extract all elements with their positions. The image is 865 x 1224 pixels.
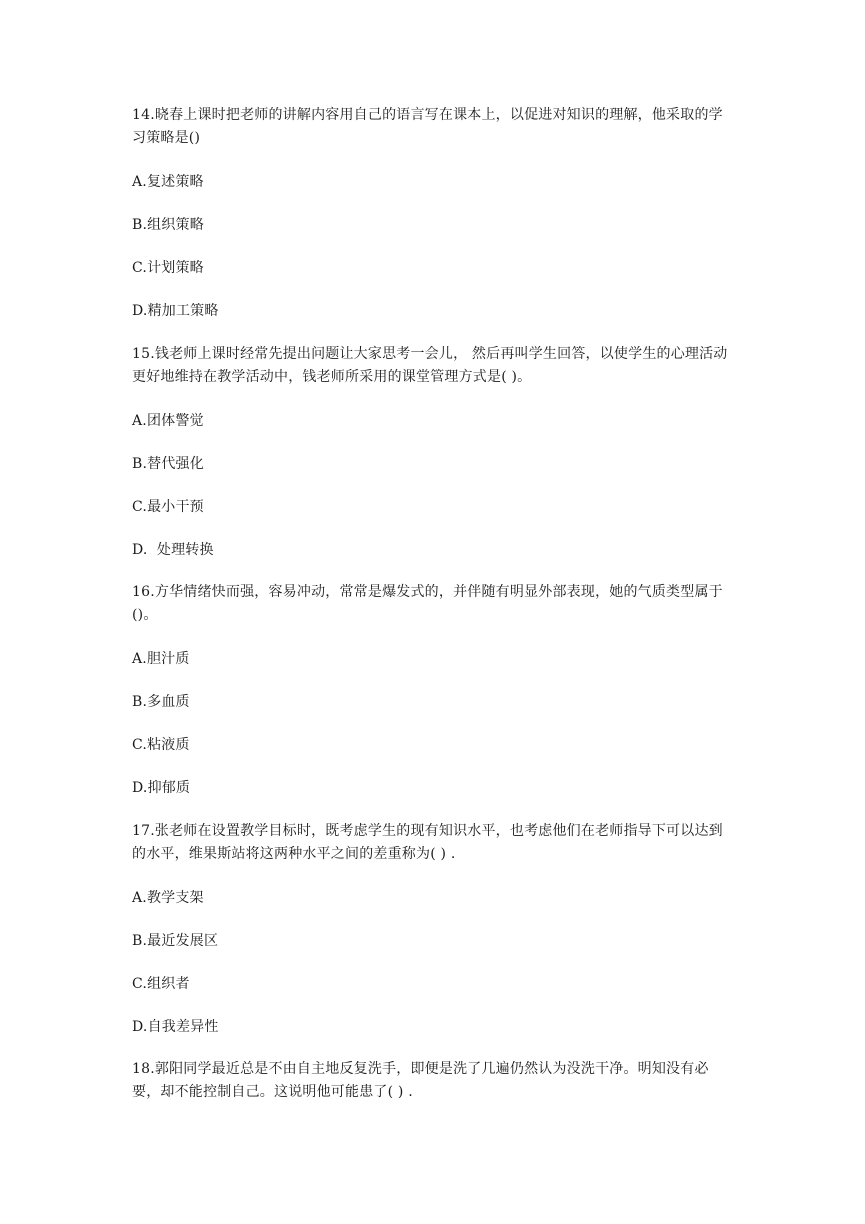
question-16-stem: 16.方华情绪快而强，容易冲动，常常是爆发式的，并伴随有明显外部表现，她的气质类型属于()。: [132, 584, 723, 623]
question-14-option-b: B.组织策略: [132, 217, 204, 233]
question-17-option-a: A.教学支架: [132, 890, 204, 906]
question-14-option-d: D.精加工策略: [132, 303, 219, 319]
question-16-option-d: D.抑郁质: [132, 780, 191, 796]
question-16-option-b: B.多血质: [132, 694, 190, 710]
question-14-option-a: A.复述策略: [132, 174, 204, 190]
question-15-option-a: A.团体警觉: [132, 413, 204, 429]
question-16-option-c: C.粘液质: [132, 737, 190, 753]
question-17-option-c: C.组织者: [132, 976, 190, 992]
question-14-stem: 14.晓春上课时把老师的讲解内容用自己的语言写在课本上，以促进对知识的理解，他采取的学习策略是(): [132, 107, 723, 146]
question-15-option-d: D. 处理转换: [132, 542, 214, 558]
question-15-option-b: B.替代强化: [132, 456, 204, 472]
question-14-option-c: C.计划策略: [132, 260, 204, 276]
question-17-option-b: B.最近发展区: [132, 933, 219, 949]
question-15-stem: 15.钱老师上课时经常先提出问题让大家思考一会儿， 然后再叫学生回答，以使学生的心理活动更好地维持在教学活动中，钱老师所采用的课堂管理方式是( )。: [132, 346, 728, 385]
question-16-option-a: A.胆汁质: [132, 651, 190, 667]
question-17-stem: 17.张老师在设置教学目标时，既考虑学生的现有知识水平，也考虑他们在老师指导下可以达到的水平，维果斯站将这两种水平之间的差重称为( ) .: [132, 823, 723, 862]
question-18-stem: 18.郭阳同学最近总是不由自主地反复洗手，即便是洗了几遍仍然认为没洗干净。明知没有必要，却不能控制自己。这说明他可能患了( ) .: [132, 1061, 709, 1100]
question-17-option-d: D.自我差异性: [132, 1019, 219, 1035]
question-15-option-c: C.最小干预: [132, 499, 204, 515]
